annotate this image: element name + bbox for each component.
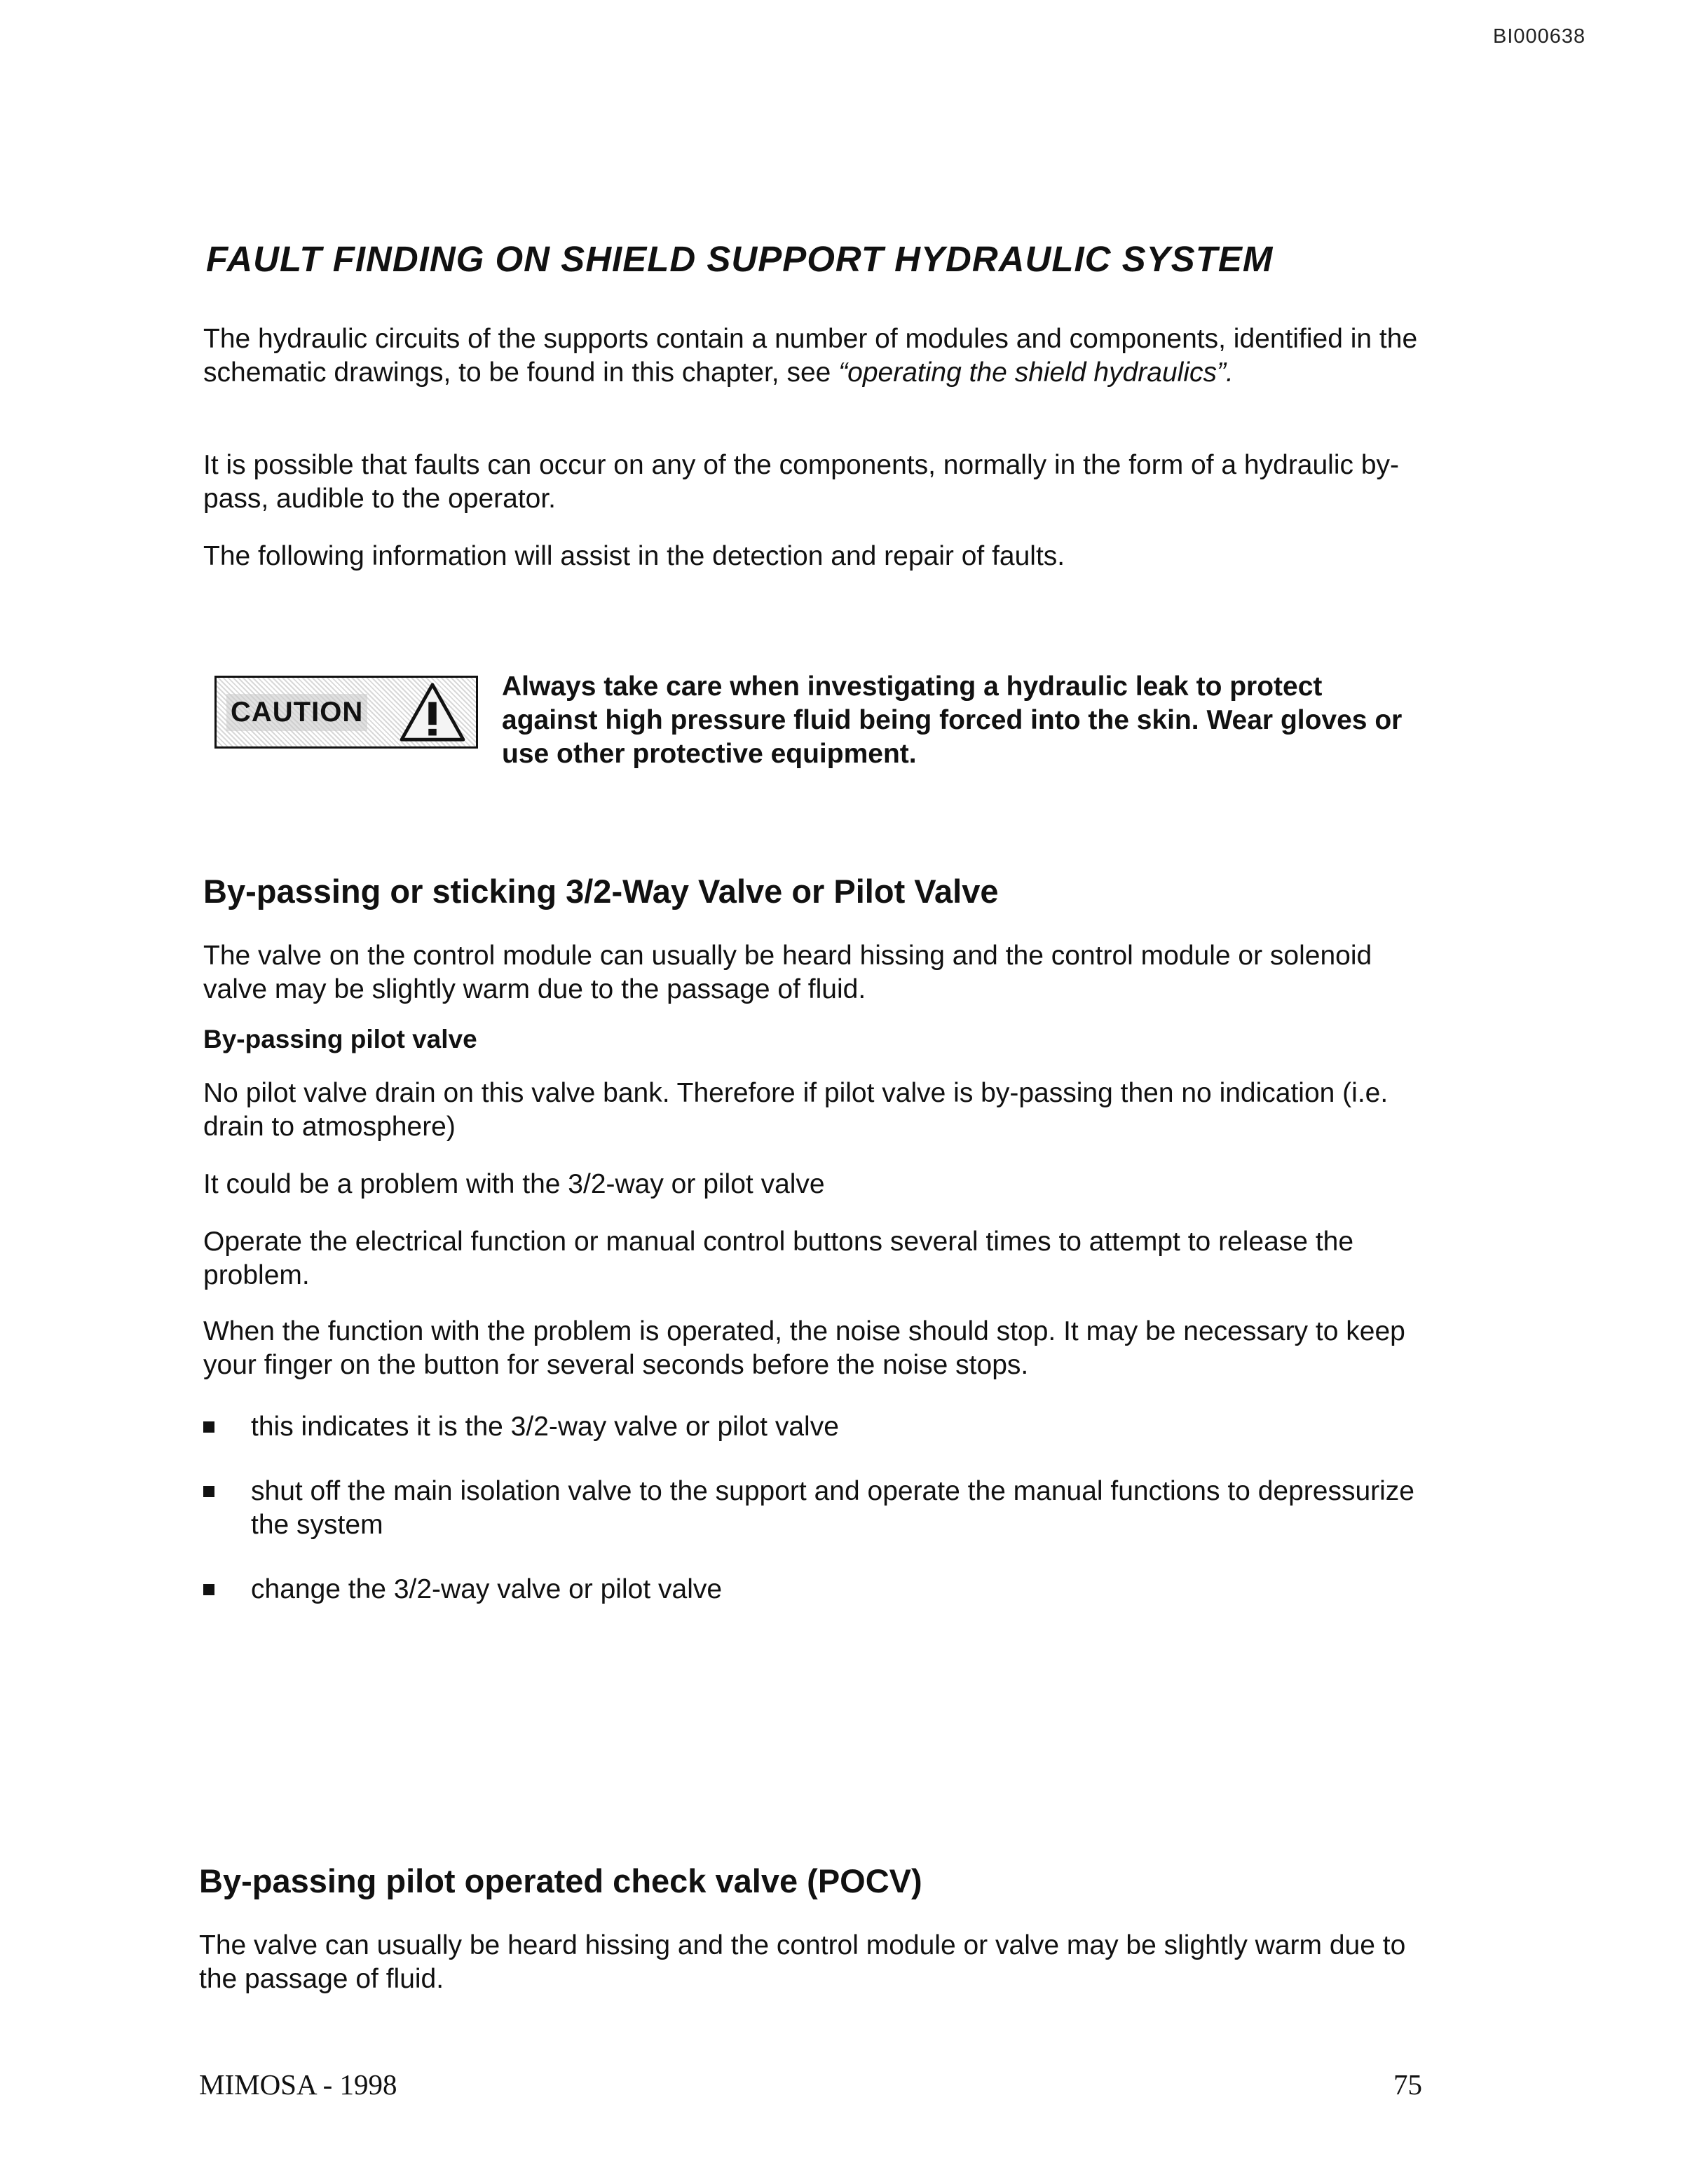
- section1-paragraph-4: Operate the electrical function or manual control buttons several times to attempt to release the problem.: [203, 1227, 1354, 1290]
- bullet-text: shut off the main isolation valve to the support and operate the manual functions to depressurize the system: [251, 1476, 1414, 1540]
- bullet-item: [203, 1410, 1423, 1444]
- caution-badge: [214, 676, 478, 749]
- bullet-item: [203, 1475, 1423, 1542]
- intro-paragraph-2: It is possible that faults can occur on any of the components, normally in the form of a hydraulic by-pass, audible to the operator.: [203, 450, 1400, 514]
- footer-publication: MIMOSA - 1998: [199, 2068, 397, 2101]
- section2-paragraph-1: The valve can usually be heard hissing and the control module or valve may be slightly warm due to the passage of fluid.: [199, 1930, 1406, 1994]
- intro-paragraph-1: [203, 322, 1423, 390]
- intro-paragraph-1-text: The hydraulic circuits of the supports contain a number of modules and components, identified in the schematic drawings, to be found in this chapter, see: [203, 324, 1418, 388]
- warning-triangle-icon: [399, 682, 466, 742]
- chapter-reference: “operating the shield hydraulics”.: [838, 357, 1234, 388]
- bullet-item: [203, 1573, 1423, 1606]
- subheading-pilot-valve: By-passing pilot valve: [203, 1025, 477, 1053]
- section1-paragraph-2: No pilot valve drain on this valve bank. Therefore if pilot valve is by-passing then no indication (i.e. drain to atmosphere): [203, 1078, 1389, 1142]
- caution-message: Always take care when investigating a hydraulic leak to protect against high pressure fluid being forced into the skin. Wear gloves or use other protective equipment.: [502, 671, 1403, 769]
- document-id: BI000638: [1493, 25, 1586, 48]
- page-number: 75: [1393, 2068, 1422, 2101]
- section-heading-pocv: By-passing pilot operated check valve (POCV): [199, 1862, 922, 1899]
- section1-paragraph-3: It could be a problem with the 3/2-way or pilot valve: [203, 1169, 825, 1199]
- page-title: FAULT FINDING ON SHIELD SUPPORT HYDRAULIC SYSTEM: [206, 239, 1274, 279]
- bullet-square-icon: [203, 1584, 214, 1595]
- caution-label: CAUTION: [226, 694, 367, 731]
- section1-paragraph-5: When the function with the problem is operated, the noise should stop. It may be necessary to keep your finger on the button for several seconds before the noise stops.: [203, 1316, 1405, 1380]
- bullet-text: change the 3/2-way valve or pilot valve: [251, 1574, 723, 1604]
- section-heading-valve: By-passing or sticking 3/2-Way Valve or Pilot Valve: [203, 873, 999, 910]
- intro-paragraph-3: The following information will assist in the detection and repair of faults.: [203, 541, 1065, 571]
- bullet-square-icon: [203, 1421, 214, 1433]
- bullet-square-icon: [203, 1486, 214, 1497]
- bullet-text: this indicates it is the 3/2-way valve or pilot valve: [251, 1412, 839, 1442]
- section1-paragraph-1: The valve on the control module can usually be heard hissing and the control module or solenoid valve may be slightly warm due to the passage of fluid.: [203, 941, 1372, 1004]
